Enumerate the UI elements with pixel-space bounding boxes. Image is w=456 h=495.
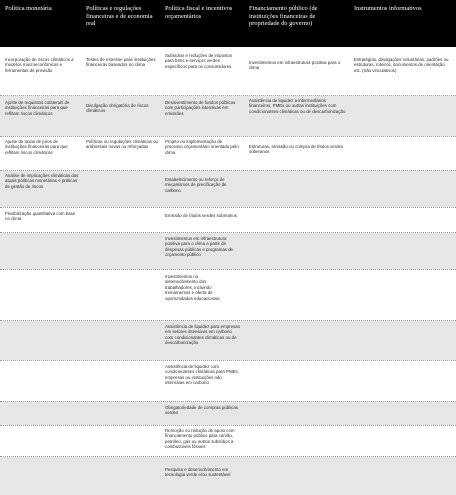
table-cell: Estruturas, emissão ou compra de títulos verdes soberanos: [249, 144, 344, 155]
table-cell: Projeto ou implementação de processo orçamentário orientado pelo clima: [165, 139, 239, 155]
table-cell: Desinvestimento de fundos públicos com participações intensivas em emissões: [165, 100, 236, 116]
table-cell: Políticas ou regulações climáticas ou ambientais novas ou reforçadas: [86, 139, 158, 150]
table-row: [0, 361, 456, 401]
table-row: [0, 233, 456, 269]
table-cell: Assistência de liquidez para empresas em setores intensivos em carbono com condicionantes climáticas ou de descarbonização: [165, 324, 240, 346]
table-cell: Remoção ou redução de apoio com financiamento público para carvão, petróleo, gás ou outros subsídios a combustíveis fósseis: [165, 428, 235, 450]
header-financial-regulation: Políticas e regulações financeiras e de economia real: [86, 5, 153, 28]
table-row: [0, 137, 456, 170]
header-public-financing: Financiamento público (de instituições financeiras de propriedade do governo): [249, 5, 318, 28]
table-cell: Divulgação obrigatória de riscos climáticos: [86, 103, 149, 114]
table-cell: Testes de estresse para instituições financeiras baseados no clima: [86, 57, 156, 68]
table-row: [0, 171, 456, 207]
table-cell: Subsídios e reduções de impostos para bens e serviços verdes específicos para os consumidores: [165, 53, 233, 69]
table-row: [0, 96, 456, 136]
header-fiscal-policy: Política fiscal e incentivos orçamentários: [165, 5, 233, 20]
table-cell: Emissão de títulos verdes soberanos: [165, 213, 237, 218]
table-cell: Análise de implicações climáticas das atuais políticas monetárias e práticas de gestão de riscos: [5, 173, 79, 189]
header-monetary-policy: Política monetária: [5, 5, 52, 12]
table-row: [0, 457, 456, 495]
table-cell: Estabelecimento ou reforço de mecanismos de precificação de carbono: [165, 177, 227, 193]
table-cell: Incorporação de riscos climáticos a modelos macroeconômicos e ferramentas de previsão: [5, 57, 74, 73]
table-row: [0, 208, 456, 232]
table-cell: Flexibilização quantitativa com base no clima: [5, 211, 76, 222]
table-cell: Ajuste de requisitos colaterais de instituições financeiras para que reflitam riscos climáticos: [5, 100, 70, 116]
table-row: [0, 402, 456, 425]
table-cell: Obrigatoriedade de compras públicas verdes: [165, 405, 238, 416]
table-cell: Ajuste de taxas de juros de instituições financeiras para que reflitam riscos climáticos: [5, 139, 68, 155]
table-row: [0, 270, 456, 320]
table-cell: Pesquisa e desenvolvimento em tecnologia verde e/ou sustentável: [165, 467, 231, 478]
table-row: [0, 426, 456, 456]
table-header: [0, 0, 456, 47]
table-cell: Investimentos no desenvolvimento dos trabalhadores, incluindo treinamentos e oferta de oportunidades educacionais: [165, 274, 220, 301]
table-cell: Estratégias, divulgações voluntárias, padrões ou estruturas, roteiros, documentos de orientação etc. (não vinculativos): [354, 57, 449, 73]
table-cell: Assistência de liquidez a intermediários financeiros, PMEs ou outras instituições com condicionantes climáticas ou de descarbonização: [249, 98, 346, 114]
table-row: [0, 321, 456, 360]
header-information-instruments: Instrumentos informativos: [354, 5, 422, 12]
table-cell: Assistência de liquidez com condicionantes climáticas para PMEs, empresas ou instituições não intensivas em carbono: [165, 364, 239, 386]
table-cell: Investimentos em infraestrutura positiva para o clima a partir de despesas públicas e programas de orçamento público: [165, 236, 234, 258]
table-cell: Investimentos em infraestrutura positiva para o clima: [249, 60, 341, 71]
table-row: [0, 47, 456, 95]
